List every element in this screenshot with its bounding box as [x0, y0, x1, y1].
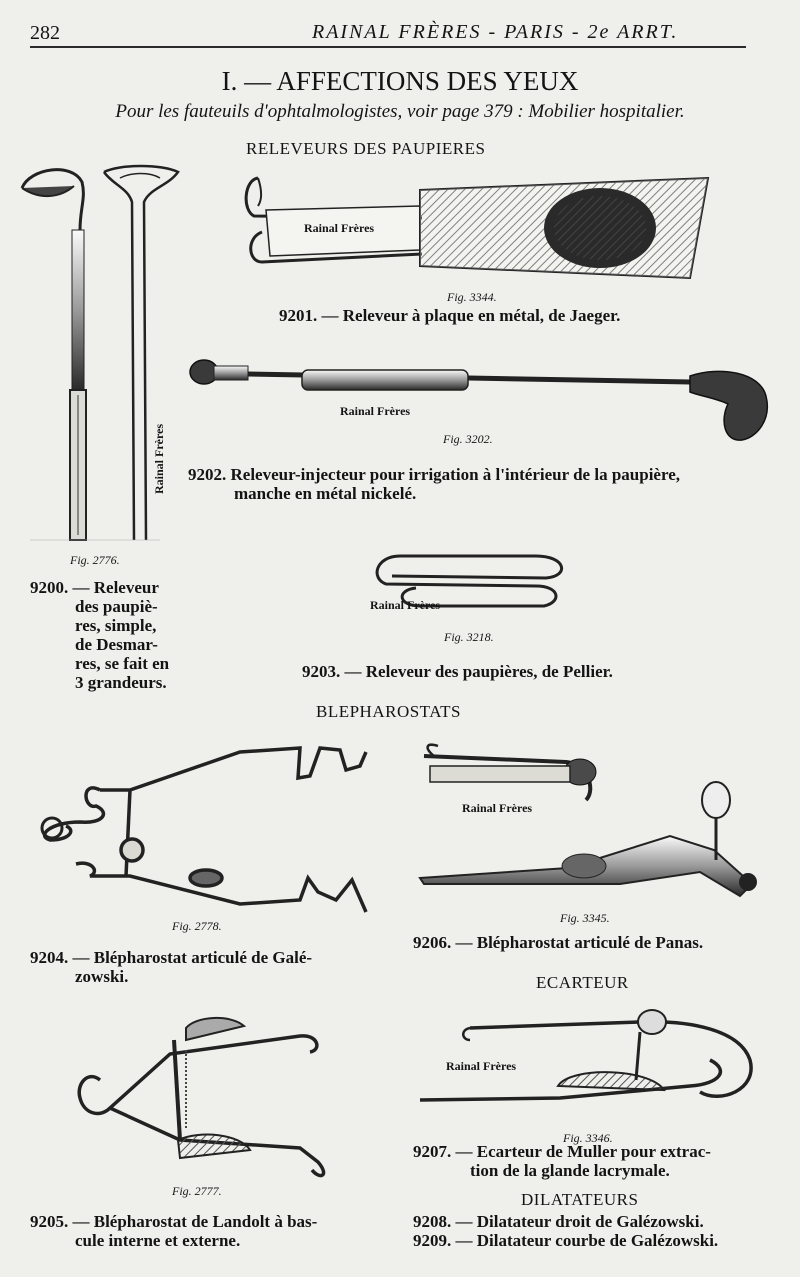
item-9203 [302, 662, 613, 681]
engraving-3218: Rainal Frères [370, 598, 441, 612]
item-9207 [413, 1142, 711, 1180]
item-text-line6: 3 grandeurs. [75, 673, 167, 692]
fig-label-2777: Fig. 2777. [172, 1184, 222, 1198]
item-text-line1: — Blépharostat de Landolt à bas- [72, 1212, 318, 1231]
item-text-line1: — Blépharostat articulé de Galé- [72, 948, 313, 967]
item-text-line5: res, se fait en [75, 654, 170, 673]
engraving-3345: Rainal Frères [462, 801, 533, 815]
item-9201 [279, 306, 620, 325]
item-text-line2: manche en métal nickelé. [234, 484, 417, 503]
fig-label-3218: Fig. 3218. [444, 630, 494, 644]
galezowski-speculum [42, 748, 366, 912]
item-number: 9205. [30, 1212, 69, 1231]
item-text-line2: des paupiè- [75, 597, 158, 616]
item-9205 [30, 1212, 317, 1250]
item-text-line4: de Desmar- [75, 635, 158, 654]
fig-label-3346: Fig. 3346. [563, 1131, 613, 1145]
item-text-line1: Releveur-injecteur pour irrigation à l'intérieur de la paupière, [230, 465, 680, 484]
landolt-speculum [79, 1018, 323, 1176]
running-title: RAINAL FRÈRES - PARIS - 2e ARRT. [312, 21, 679, 43]
item-text-line2: cule interne et externe. [75, 1231, 241, 1250]
item-text-line1: — Releveur [72, 578, 159, 597]
item-9204 [30, 948, 312, 986]
item-9208 [413, 1212, 704, 1231]
section-blepharostats: BLEPHAROSTATS [316, 702, 461, 721]
item-number: 9201. [279, 306, 318, 325]
section-dilatateurs: DILATATEURS [521, 1190, 639, 1209]
page-number: 282 [30, 22, 60, 44]
fig-label-3344: Fig. 3344. [447, 290, 497, 304]
item-number: 9206. [413, 933, 452, 952]
item-number: 9209. [413, 1231, 452, 1250]
engraving-3346: Rainal Frères [446, 1059, 517, 1073]
fig-label-3202: Fig. 3202. [443, 432, 493, 446]
chapter-title: I. — AFFECTIONS DES YEUX [221, 66, 579, 96]
item-number: 9207. [413, 1142, 452, 1161]
item-text-line1: — Ecarteur de Muller pour extrac- [455, 1142, 711, 1161]
item-text: — Dilatateur courbe de Galézowski. [455, 1231, 719, 1250]
chapter-subtitle: Pour les fauteuils d'ophtalmologistes, voir page 379 : Mobilier hospitalier. [115, 101, 685, 122]
item-text-line2: zowski. [75, 967, 129, 986]
engraving-3202: Rainal Frères [340, 404, 411, 418]
irrigating-retractor [190, 360, 767, 440]
section-releveurs: RELEVEURS DES PAUPIERES [246, 139, 486, 158]
item-number: 9202. [188, 465, 227, 484]
item-9202 [188, 465, 680, 503]
item-text-line2: tion de la glande lacrymale. [470, 1161, 670, 1180]
desmarres-retractor-left [22, 170, 86, 540]
item-number: 9200. [30, 578, 69, 597]
item-9209 [413, 1231, 718, 1250]
item-number: 9203. [302, 662, 341, 681]
item-text: — Releveur des paupières, de Pellier. [344, 662, 613, 681]
item-text: — Blépharostat articulé de Panas. [455, 933, 704, 952]
panas-speculum [420, 745, 757, 896]
item-text-line3: res, simple, [75, 616, 157, 635]
fig-label-2776: Fig. 2776. [70, 553, 120, 567]
engraving-2776: Rainal Frères [152, 423, 166, 494]
fig-label-3345: Fig. 3345. [560, 911, 610, 925]
fig-label-2778: Fig. 2778. [172, 919, 222, 933]
engraving-3344: Rainal Frères [304, 221, 375, 235]
item-9200 [30, 578, 200, 692]
item-number: 9204. [30, 948, 69, 967]
item-text: — Dilatateur droit de Galézowski. [455, 1212, 704, 1231]
muller-retractor [420, 1010, 751, 1100]
item-text: — Releveur à plaque en métal, de Jaeger. [321, 306, 621, 325]
item-9206 [413, 933, 703, 952]
item-number: 9208. [413, 1212, 452, 1231]
section-ecarteur: ECARTEUR [536, 973, 629, 992]
